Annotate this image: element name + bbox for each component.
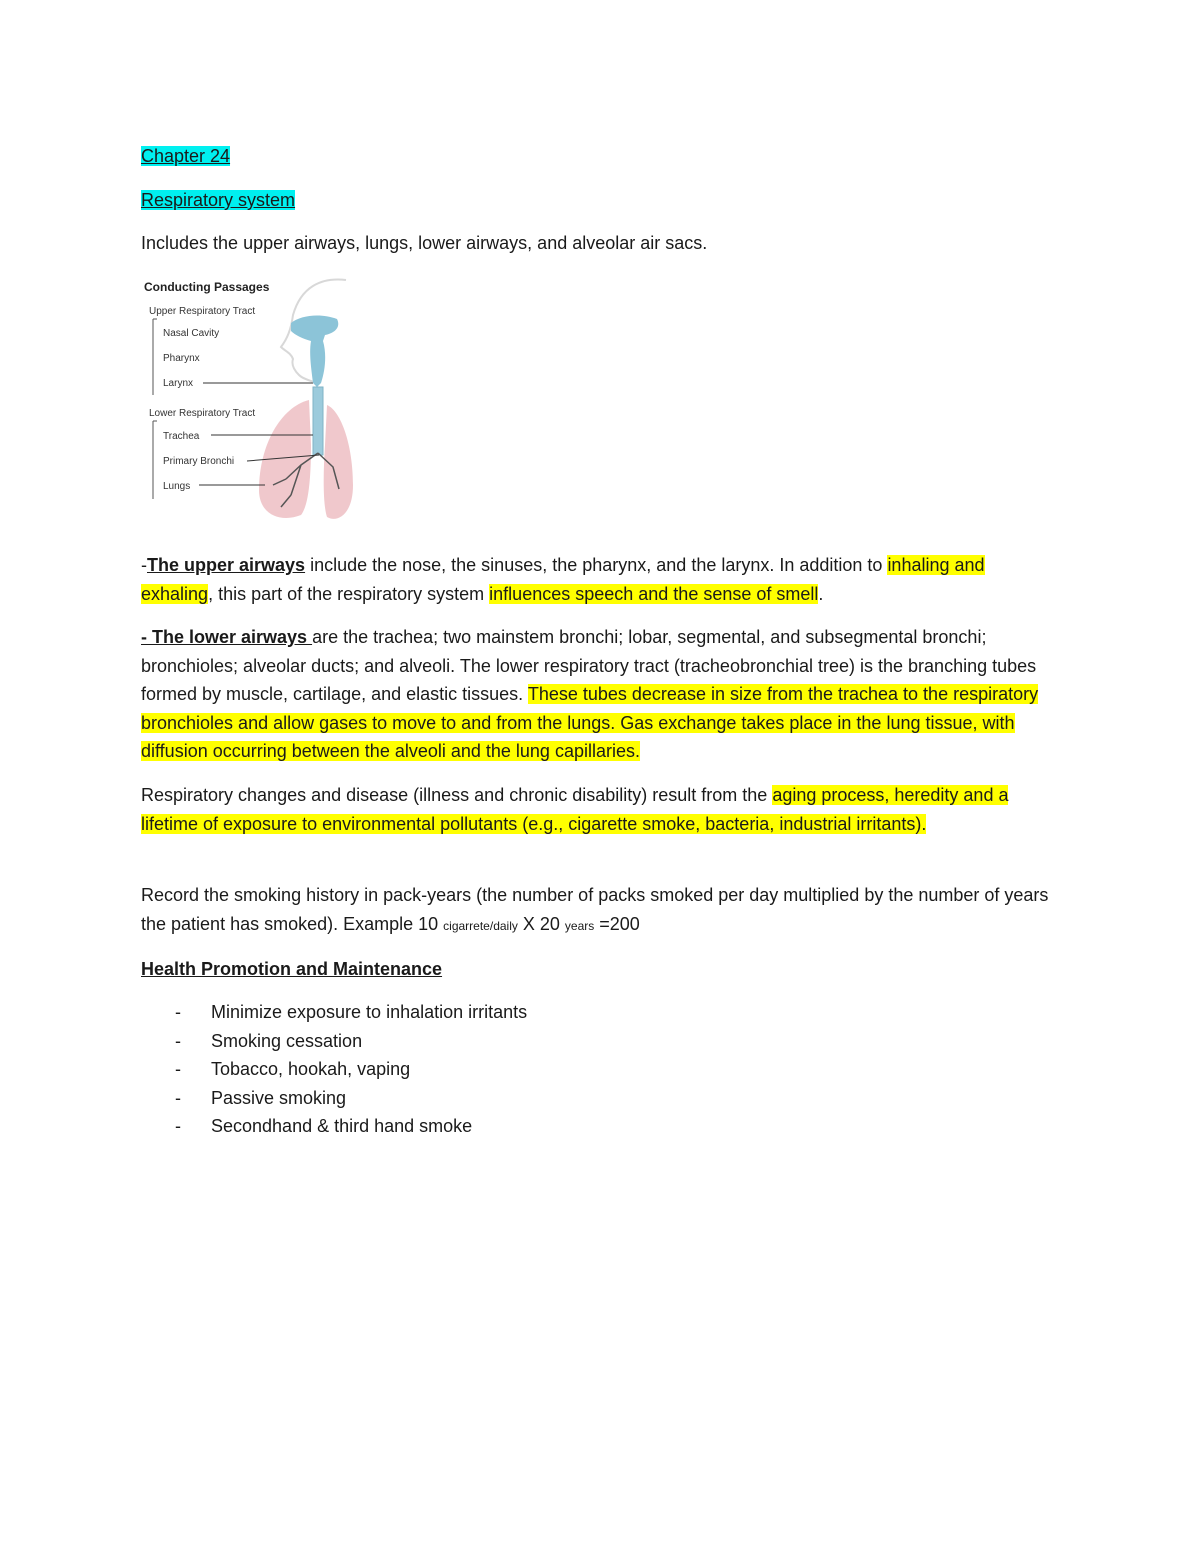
respiratory-diagram-svg <box>141 275 356 530</box>
lower-airways-paragraph <box>141 623 1061 766</box>
bullet-dash: - <box>175 1059 181 1079</box>
list-item <box>141 998 1041 1027</box>
diagram-upper-tract-label: Upper Respiratory Tract <box>149 306 256 317</box>
list-item-text: Smoking cessation <box>211 1030 363 1051</box>
changes-text-1: Respiratory changes and disease (illness and chronic disability) result from the <box>141 785 773 805</box>
upper-airways-highlight-1: inhaling and exhaling <box>141 555 985 604</box>
list-item <box>141 1027 1041 1056</box>
bullet-dash: - <box>175 1030 181 1051</box>
list-item <box>141 1055 1041 1084</box>
changes-highlight-1: aging process, heredity and a lifetime of exposure to environmental pollutants (e.g., cigarette smoke, bacteria, industrial irritants). <box>141 785 1009 834</box>
respiratory-diagram <box>141 275 356 530</box>
list-item-text: Tobacco, hookah, vaping <box>211 1059 411 1079</box>
bullet-dash: - <box>175 1002 181 1022</box>
smoking-text-1: Record the smoking history in pack-years (the number of packs smoked per day multiplied by the number of years the patient has smoked). Example 10 <box>141 885 1049 934</box>
health-promotion-heading: Health Promotion and Maintenance <box>141 959 443 979</box>
lower-airways-term: - The lower airways <box>141 627 313 647</box>
diagram-label-pharynx: Pharynx <box>163 353 200 364</box>
smoking-small-1: cigarrete/daily <box>443 918 518 933</box>
intro-paragraph: Includes the upper airways, lungs, lower airways, and alveolar air sacs. <box>141 233 708 253</box>
section-title-text: Respiratory system <box>141 190 296 210</box>
diagram-label-lungs: Lungs <box>163 481 191 492</box>
health-promotion-list <box>141 998 1041 1141</box>
upper-airways-text-2: , this part of the respiratory system <box>208 583 490 604</box>
respiratory-changes-paragraph <box>141 781 1061 838</box>
diagram-label-larynx: Larynx <box>163 378 194 389</box>
upper-airways-paragraph <box>141 551 1061 608</box>
upper-airways-text-1: include the nose, the sinuses, the pharynx, and the larynx. In addition to <box>305 555 888 575</box>
smoking-text-2: X 20 <box>517 913 565 934</box>
smoking-text-3: =200 <box>594 913 640 934</box>
diagram-label-primary-bronchi: Primary Bronchi <box>163 456 235 467</box>
upper-airways-lead: - <box>141 555 147 575</box>
lower-airways-text-1: are the trachea; two mainstem bronchi; lobar, segmental, and subsegmental bronchi; bronchioles; alveolar ducts; and alveoli. The lower respiratory tract (tracheobronchial tree) is the branching tubes formed by muscle, cartilage, and elastic tissues. <box>141 627 1037 704</box>
diagram-label-nasal-cavity: Nasal Cavity <box>163 328 220 339</box>
chapter-title <box>141 142 1061 171</box>
upper-airways-term: The upper airways <box>147 555 306 575</box>
list-item-text: Secondhand & third hand smoke <box>211 1116 473 1136</box>
list-item <box>141 1084 1041 1113</box>
lower-airways-highlight-1: These tubes decrease in size from the trachea to the respiratory bronchioles and allow gases to move to and from the lungs. Gas exchange takes place in the lung tissue, with diffusion occurring between the alveoli and the lung capillaries. <box>141 684 1039 761</box>
list-item-text: Passive smoking <box>211 1087 347 1108</box>
bullet-dash: - <box>175 1116 181 1136</box>
smoking-small-2: years <box>564 918 595 933</box>
section-title <box>141 186 1061 215</box>
upper-airways-highlight-2: influences speech and the sense of smell <box>489 583 819 604</box>
diagram-lower-tract-label: Lower Respiratory Tract <box>149 408 256 419</box>
list-item <box>141 1112 1041 1141</box>
smoking-history-paragraph <box>141 881 1061 940</box>
upper-airways-text-3: . <box>818 583 824 604</box>
bullet-dash: - <box>175 1087 181 1108</box>
diagram-label-trachea: Trachea <box>163 431 200 442</box>
diagram-title: Conducting Passages <box>144 280 270 294</box>
list-item-text: Minimize exposure to inhalation irritants <box>211 1002 528 1022</box>
chapter-title-text: Chapter 24 <box>141 146 231 166</box>
